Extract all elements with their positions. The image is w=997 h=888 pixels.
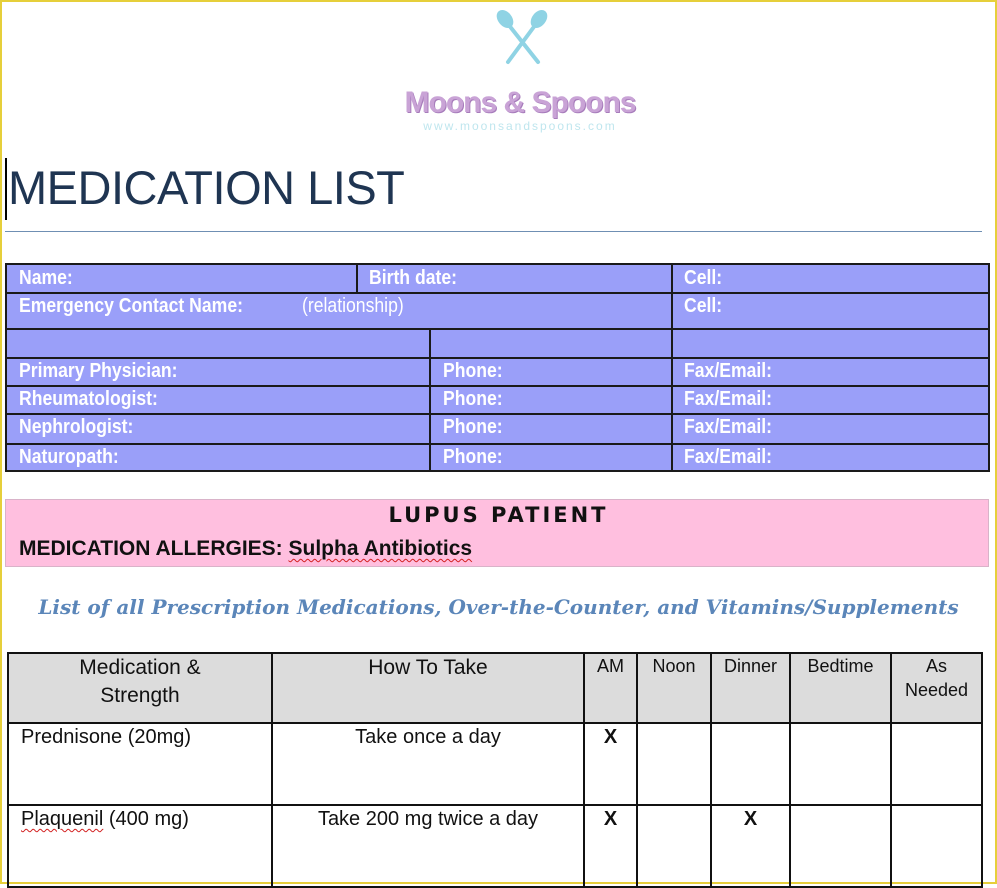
header-bedtime: Bedtime xyxy=(790,653,891,723)
cell-label: Cell: xyxy=(684,267,723,289)
rheumatologist-label: Rheumatologist: xyxy=(19,388,158,410)
header-as-needed: As Needed xyxy=(891,653,982,723)
text-cursor xyxy=(5,158,7,220)
as-needed-cell[interactable] xyxy=(891,723,982,805)
contact-grid xyxy=(5,263,990,472)
noon-cell[interactable] xyxy=(637,723,711,805)
grid-line xyxy=(7,413,988,415)
grid-line xyxy=(429,328,431,470)
nephrologist-phone-label: Phone: xyxy=(443,416,503,438)
grid-line xyxy=(7,443,988,445)
grid-line xyxy=(356,265,358,294)
naturopath-fax-label: Fax/Email: xyxy=(684,446,773,468)
bedtime-cell[interactable] xyxy=(790,723,891,805)
grid-line xyxy=(7,385,988,387)
how-to-take-cell[interactable]: Take 200 mg twice a day xyxy=(272,805,584,887)
dinner-cell[interactable]: X xyxy=(711,805,790,887)
primary-fax-label: Fax/Email: xyxy=(684,360,773,382)
logo-wordmark: Moons & Spoons xyxy=(404,86,636,119)
table-header-row xyxy=(8,653,982,723)
moon-and-spoons-icon xyxy=(468,6,572,88)
medication-list-subtitle: List of all Prescription Medications, Over-the-Counter, and Vitamins/Supplements xyxy=(38,595,959,619)
as-needed-cell[interactable] xyxy=(891,805,982,887)
noon-cell[interactable] xyxy=(637,805,711,887)
logo-url: www.moonsandspoons.com xyxy=(423,119,617,133)
am-cell[interactable]: X xyxy=(584,805,637,887)
rheumatologist-fax-label: Fax/Email: xyxy=(684,388,773,410)
birth-date-label: Birth date: xyxy=(369,267,457,289)
logo xyxy=(380,6,660,133)
dinner-cell[interactable] xyxy=(711,723,790,805)
bedtime-cell[interactable] xyxy=(790,805,891,887)
primary-physician-label: Primary Physician: xyxy=(19,360,178,382)
header-how-to-take: How To Take xyxy=(272,653,584,723)
primary-phone-label: Phone: xyxy=(443,360,503,382)
header-am: AM xyxy=(584,653,637,723)
naturopath-label: Naturopath: xyxy=(19,446,119,468)
grid-line xyxy=(7,328,988,330)
am-cell[interactable]: X xyxy=(584,723,637,805)
rheumatologist-phone-label: Phone: xyxy=(443,388,503,410)
allergy-value: Sulpha Antibiotics xyxy=(288,537,473,560)
nephrologist-fax-label: Fax/Email: xyxy=(684,416,773,438)
header-dinner: Dinner xyxy=(711,653,790,723)
grid-line xyxy=(7,357,988,359)
title-divider xyxy=(5,231,982,232)
emergency-contact-label: Emergency Contact Name: xyxy=(19,295,243,317)
medication-cell[interactable]: Prednisone (20mg) xyxy=(8,723,272,805)
how-to-take-cell[interactable]: Take once a day xyxy=(272,723,584,805)
relationship-label: (relationship) xyxy=(302,295,404,317)
naturopath-phone-label: Phone: xyxy=(443,446,503,468)
header-noon: Noon xyxy=(637,653,711,723)
allergy-label: MEDICATION ALLERGIES: xyxy=(19,537,283,560)
lupus-patient-heading: LUPUS PATIENT xyxy=(388,503,609,527)
name-label: Name: xyxy=(19,267,73,289)
table-row xyxy=(8,805,982,887)
table-row xyxy=(8,723,982,805)
grid-line xyxy=(671,265,673,470)
header-medication-strength: Medication & Strength xyxy=(8,653,272,723)
medication-cell[interactable]: Plaquenil (400 mg) xyxy=(8,805,272,887)
grid-line xyxy=(7,292,988,294)
emergency-cell-label: Cell: xyxy=(684,295,723,317)
medication-allergies xyxy=(19,537,472,561)
medication-table xyxy=(7,652,983,888)
page-title: MEDICATION LIST xyxy=(8,161,405,214)
nephrologist-label: Nephrologist: xyxy=(19,416,134,438)
